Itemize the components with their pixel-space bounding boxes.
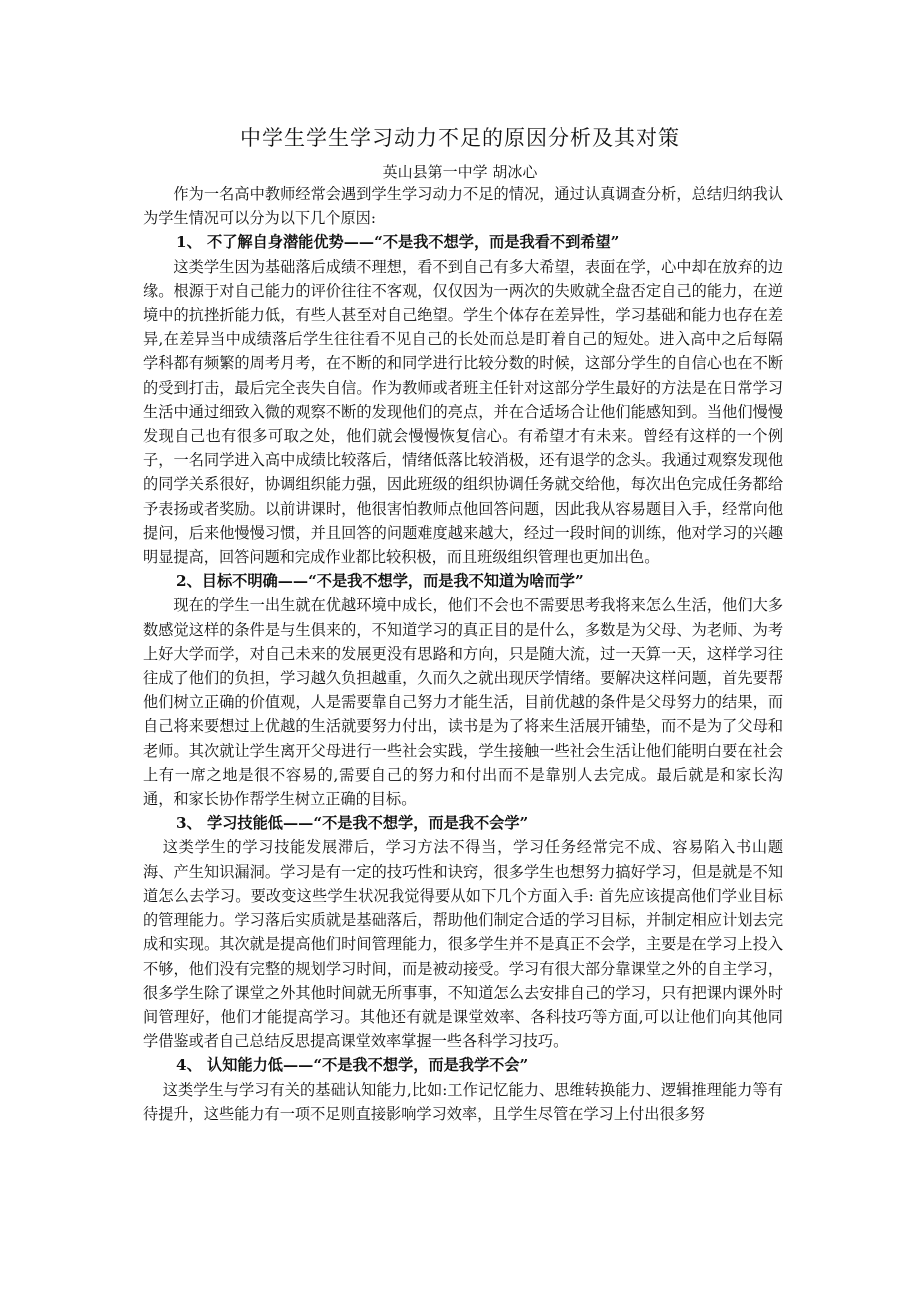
section-3-heading: 3、 学习技能低——“不是我不想学，而是我不会学” bbox=[176, 814, 529, 833]
intro-paragraph: 作为一名高中教师经常会遇到学生学习动力不足的情况，通过认真调查分析，总结归纳我认为学生情况可以分为以下几个原因: bbox=[143, 185, 783, 228]
section-1-body: 这类学生因为基础落后成绩不理想，看不到自己有多大希望，表面在学，心中却在放弃的边缘。根源于对自己能力的评价往往不客观，仅仅因为一两次的失败就全盘否定自己的能力，在逆境中的抗挫折能力低，有些人甚至对自己绝望。学生个体存在差异性，学习基础和能力也存在差异,在差异当中成绩落后学生往往看不见自己的长处而总是盯着自己的短处。进入高中之后每隔学科都有频繁的周考月考，在不断的和同学进行比较分数的时候，这部分学生的自信心也在不断的受到打击，最后完全丧失自信。作为教师或者班主任针对这部分学生最好的方法是在日常学习生活中通过细致入微的观察不断的发现他们的亮点，并在合适场合让他们能感知到。当他们慢慢发现自己也有很多可取之处，他们就会慢慢恢复信心。有希望才有未来。曾经有这样的一个例子，一名同学进入高中成绩比较落后，情绪低落比较消极，还有退学的念头。我通过观察发现他的同学关系很好，协调组织能力强，因此班级的组织协调任务就交给他，每次出色完成任务都给予表扬或者奖励。以前讲课时，他很害怕教师点他回答问题，因此我从容易题目入手，经常向他提问，后来他慢慢习惯，并且回答的问题难度越来越大，经过一段时间的训练，他对学习的兴趣明显提高，回答问题和完成作业都比较积极，而且班级组织管理也更加出色。 bbox=[143, 257, 783, 567]
section-2-heading: 2、目标不明确——“不是我不想学，而是我不知道为啥而学” bbox=[176, 572, 584, 591]
page-title: 中学生学生学习动力不足的原因分析及其对策 bbox=[240, 126, 680, 150]
section-4-body: 这类学生与学习有关的基础认知能力,比如:工作记忆能力、思维转换能力、逻辑推理能力等有待提升，这些能力有一项不足则直接影响学习效率，且学生尽管在学习上付出很多努 bbox=[143, 1080, 783, 1123]
section-4-heading: 4、 认知能力低——“不是我不想学，而是我学不会” bbox=[176, 1056, 529, 1075]
author-line: 英山县第一中学 胡冰心 bbox=[382, 163, 538, 181]
section-1-heading: 1、 不了解自身潜能优势——“不是我不想学，而是我看不到希望” bbox=[176, 233, 620, 252]
section-2-body: 现在的学生一出生就在优越环境中成长，他们不会也不需要思考我将来怎么生活，他们大多数感觉这样的条件是与生俱来的，不知道学习的真正目的是什么，多数是为父母、为老师、为考上好大学而学，对自己未来的发展更没有思路和方向，只是随大流，过一天算一天，这样学习往往成了他们的负担，学习越久负担越重，久而久之就出现厌学情绪。要解决这样问题，首先要帮他们树立正确的价值观，人是需要靠自己努力才能生活，目前优越的条件是父母努力的结果，而自己将来要想过上优越的生活就要努力付出，读书是为了将来生活展开铺垫，而不是为了父母和老师。其次就让学生离开父母进行一些社会实践，学生接触一些社会生活让他们能明白要在社会上有一席之地是很不容易的,需要自己的努力和付出而不是靠别人去完成。最后就是和家长沟通，和家长协作帮学生树立正确的目标。 bbox=[143, 596, 783, 809]
section-3-body: 这类学生的学习技能发展滞后，学习方法不得当，学习任务经常完不成、容易陷入书山题海、产生知识漏洞。学习是有一定的技巧性和诀窍，很多学生也想努力搞好学习，但是就是不知道怎么去学习。要改变这些学生状况我觉得要从如下几个方面入手: 首先应该提高他们学业目标的管理能力。学习落后实质就是基础落后，帮助他们制定合适的学习目标，并制定相应计划去完成和实现。其次就是提高他们时间管理能力，很多学生并不是真正不会学，主要是在学习上投入不够，他们没有完整的规划学习时间，而是被动接受。学习有很大部分靠课堂之外的自主学习，很多学生除了课堂之外其他时间就无所事事，不知道怎么去安排自己的学习，只有把课内课外时间管理好，他们才能提高学习。其他还有就是课堂效率、各科技巧等方面,可以让他们向其他同学借鉴或者自己总结反思提高课堂效率掌握一些各科学习技巧。 bbox=[143, 838, 783, 1051]
document-body bbox=[143, 182, 783, 1126]
